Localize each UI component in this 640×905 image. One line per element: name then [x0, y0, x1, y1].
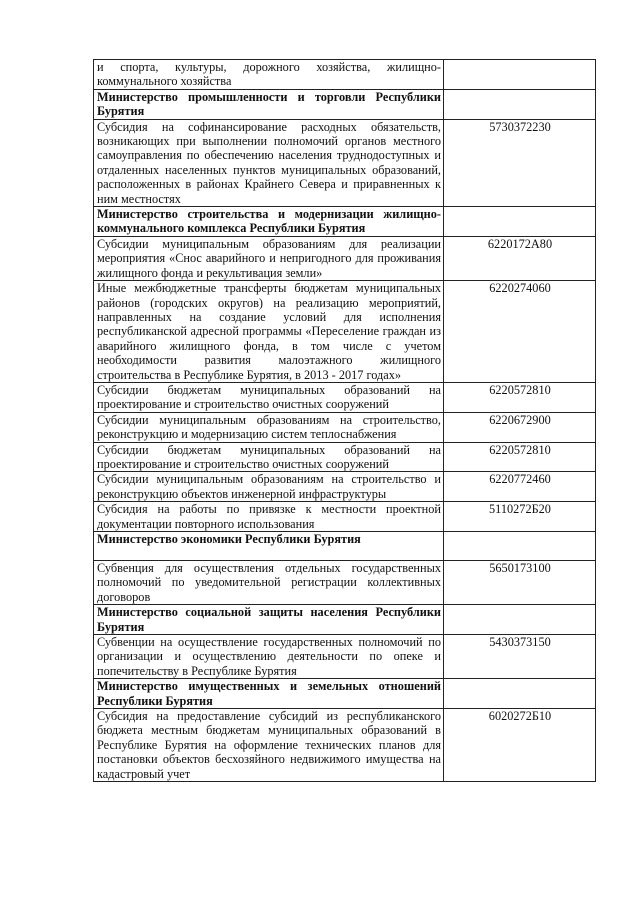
budget-code: 5430373150: [444, 635, 596, 679]
budget-code: [444, 605, 596, 635]
table-row: [94, 561, 596, 605]
table-row: [94, 709, 596, 782]
ministry-header-row: [94, 679, 596, 709]
table-row: [94, 502, 596, 532]
ministry-header-row: [94, 207, 596, 237]
budget-code: 6220274060: [444, 281, 596, 383]
budget-code: 5650173100: [444, 561, 596, 605]
ministry-name: Министерство экономики Республики Бурятия: [94, 532, 444, 561]
table-row: [94, 236, 596, 280]
budget-code: 6220572810: [444, 382, 596, 412]
budget-code: 6220672900: [444, 412, 596, 442]
table-row: [94, 635, 596, 679]
ministry-name: Министерство имущественных и земельных отношений Республики Бурятия: [94, 679, 444, 709]
expenditure-description: Субсидия на софинансирование расходных обязательств, возникающих при выполнении полномочий органов местного самоуправления по обеспечению населения труднодоступных и отдаленных населенных пунктов муниципальных образований, расположенных в районах Крайнего Севера и приравненных к ним местностях: [94, 119, 444, 206]
expenditure-description: Субсидия на предоставление субсидий из республиканского бюджета местным бюджетам муниципальных образований в Республике Бурятия на оформление технических планов для постановки объектов бесхозяйного недвижимого имущества на кадастровый учет: [94, 709, 444, 782]
ministry-header-row: [94, 605, 596, 635]
ministry-name: Министерство промышленности и торговли Республики Бурятия: [94, 89, 444, 119]
budget-code: [444, 532, 596, 561]
expenditure-description: Субвенция для осуществления отдельных государственных полномочий по уведомительной регистрации коллективных договоров: [94, 561, 444, 605]
expenditure-description: Субвенции на осуществление государственных полномочий по организации и осуществлению деятельности по опеке и попечительству в Республике Бурятия: [94, 635, 444, 679]
expenditure-description: Субсидии бюджетам муниципальных образований на проектирование и строительство очистных сооружений: [94, 442, 444, 472]
expenditure-description: Субсидия на работы по привязке к местности проектной документации повторного использования: [94, 502, 444, 532]
budget-code: 6020272Б10: [444, 709, 596, 782]
expenditure-description: и спорта, культуры, дорожного хозяйства, жилищно-коммунального хозяйства: [94, 60, 444, 90]
table-row: [94, 119, 596, 206]
budget-code: [444, 89, 596, 119]
budget-code: 5110272Б20: [444, 502, 596, 532]
budget-code: [444, 207, 596, 237]
table-row: [94, 442, 596, 472]
budget-code: [444, 60, 596, 90]
expenditure-description: Иные межбюджетные трансферты бюджетам муниципальных районов (городских округов) на реализацию мероприятий, направленных на создание условий для исполнения республиканской адресной программы «Переселение граждан из аварийного жилищного фонда, в том числе с учетом необходимости развития малоэтажного жилищного строительства в Республике Бурятия, в 2013 - 2017 годах»: [94, 281, 444, 383]
budget-code: [444, 679, 596, 709]
table-row: [94, 60, 596, 90]
expenditure-description: Субсидии муниципальным образованиям для реализации мероприятия «Снос аварийного и непригодного для проживания жилищного фонда и рекультивация земли»: [94, 236, 444, 280]
budget-code: 6220572810: [444, 442, 596, 472]
budget-code: 6220172А80: [444, 236, 596, 280]
expenditure-description: Субсидии бюджетам муниципальных образований на проектирование и строительство очистных сооружений: [94, 382, 444, 412]
ministry-name: Министерство социальной защиты населения Республики Бурятия: [94, 605, 444, 635]
table-row: [94, 281, 596, 383]
ministry-header-row: [94, 89, 596, 119]
table-body: [94, 60, 596, 782]
expenditure-description: Субсидии муниципальным образованиям на строительство и реконструкцию объектов инженерной инфраструктуры: [94, 472, 444, 502]
ministry-header-row: [94, 532, 596, 561]
budget-code: 6220772460: [444, 472, 596, 502]
table-row: [94, 382, 596, 412]
ministry-name: Министерство строительства и модернизации жилищно-коммунального комплекса Республики Бурятия: [94, 207, 444, 237]
expenditure-description: Субсидии муниципальным образованиям на строительство, реконструкцию и модернизацию систем теплоснабжения: [94, 412, 444, 442]
budget-classification-table: [93, 59, 596, 782]
table-row: [94, 472, 596, 502]
table-row: [94, 412, 596, 442]
budget-code: 5730372230: [444, 119, 596, 206]
